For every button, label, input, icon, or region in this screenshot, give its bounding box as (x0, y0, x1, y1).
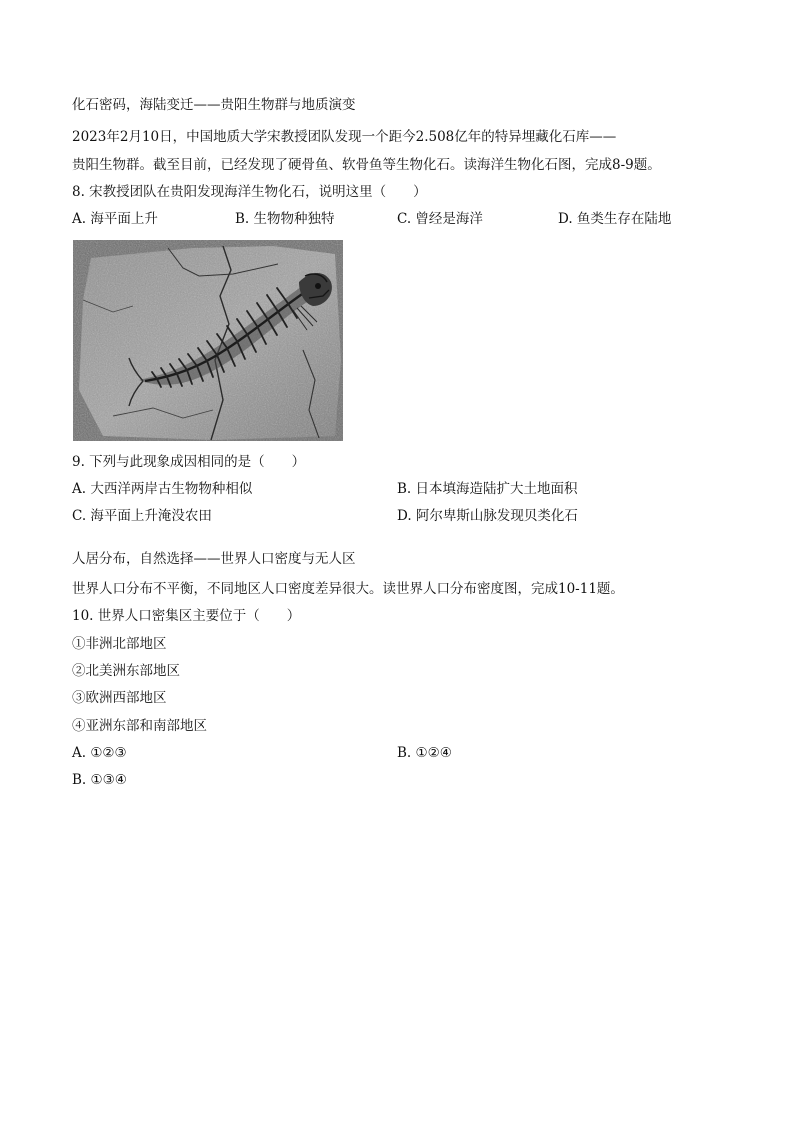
q10-item-4: ④亚洲东部和南部地区 (72, 718, 207, 734)
section2-heading: 人居分布，自然选择——世界人口密度与无人区 (72, 551, 356, 567)
q10-item-3: ③欧洲西部地区 (72, 690, 167, 706)
q9-option-d: D. 阿尔卑斯山脉发现贝类化石 (397, 508, 578, 524)
q10-option-b: B. ①②④ (397, 745, 452, 761)
q9-option-a: A. 大西洋两岸古生物物种相似 (72, 481, 253, 497)
q8-option-c: C. 曾经是海洋 (397, 211, 483, 227)
question-10-stem: 10. 世界人口密集区主要位于（ ） (72, 608, 301, 624)
section1-intro-line2: 贵阳生物群。截至目前，已经发现了硬骨鱼、软骨鱼等生物化石。读海洋生物化石图，完成8-9题。 (72, 157, 661, 173)
question-9-stem: 9. 下列与此现象成因相同的是（ ） (72, 454, 306, 470)
q8-option-d: D. 鱼类生存在陆地 (558, 211, 672, 227)
question-8-stem: 8. 宋教授团队在贵阳发现海洋生物化石，说明这里（ ） (72, 184, 427, 200)
q8-option-a: A. 海平面上升 (72, 211, 158, 227)
fish-fossil-image (73, 240, 343, 441)
section1-intro-line1: 2023年2月10日，中国地质大学宋教授团队发现一个距今2.508亿年的特异埋藏化石库—— (72, 129, 617, 145)
section1-heading: 化石密码，海陆变迁——贵阳生物群与地质演变 (72, 97, 356, 113)
q9-option-b: B. 日本填海造陆扩大土地面积 (397, 481, 578, 497)
section2-intro: 世界人口分布不平衡，不同地区人口密度差异很大。读世界人口分布密度图，完成10-11题。 (72, 581, 624, 597)
q9-option-c: C. 海平面上升淹没农田 (72, 508, 212, 524)
q10-item-2: ②北美洲东部地区 (72, 663, 180, 679)
q10-option-a: A. ①②③ (72, 745, 127, 761)
q10-option-c: B. ①③④ (72, 772, 127, 788)
q8-option-b: B. 生物物种独特 (235, 211, 335, 227)
q10-item-1: ①非洲北部地区 (72, 636, 167, 652)
